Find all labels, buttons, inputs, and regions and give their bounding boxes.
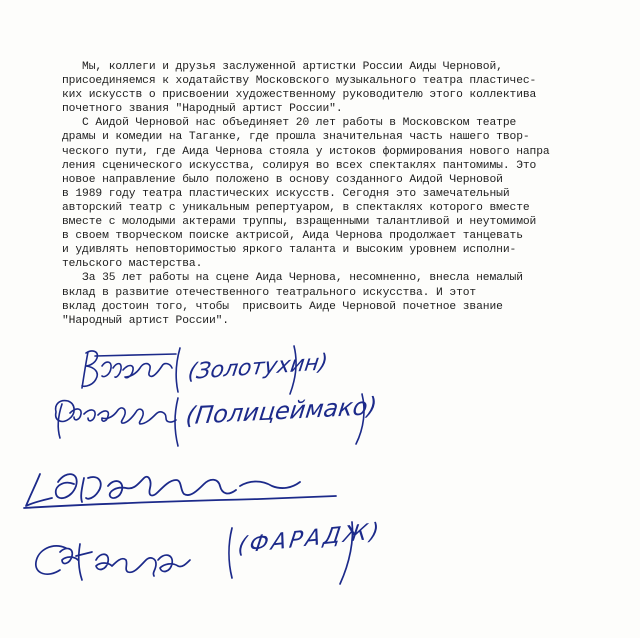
text-line: авторский театр с уникальным репертуаром, в спектаклях которого вместе bbox=[62, 201, 530, 214]
text-line: ких искусств о присвоении художественному руководителю этого коллектива bbox=[62, 89, 537, 102]
signature-1-caption: (Золотухин) bbox=[186, 350, 330, 386]
text-line: вклад достоин того, чтобы присвоить Аиде Черновой почетное звание bbox=[62, 300, 503, 313]
text-line: Мы, коллеги и друзья заслуженной артистки России Аиды Черновой, bbox=[62, 61, 503, 73]
signature-4-caption: (ФАРАДЖ) bbox=[236, 518, 384, 560]
paragraph-3 bbox=[62, 271, 632, 327]
text-line: тельского мастерства. bbox=[62, 258, 203, 271]
text-line: присоединяемся к ходатайству Московского музыкального театра пластичес- bbox=[62, 75, 537, 88]
text-line: драмы и комедии на Таганке, где прошла значительная часть нашего твор- bbox=[62, 131, 530, 144]
text-line: в своем творческом поиске актрисой, Аида Чернова продолжает танцевать bbox=[62, 230, 523, 243]
text-line: С Аидой Черновой нас объединяет 20 лет работы в Московском театре bbox=[62, 117, 517, 130]
text-line: "Народный артист России". bbox=[62, 314, 229, 327]
text-line: в 1989 году театра пластических искусств. Сегодня это замечательный bbox=[62, 187, 510, 200]
signature-3-scribble bbox=[24, 474, 336, 508]
text-line: вклад в развитие отечественного театрального искусства. И этот bbox=[62, 286, 477, 299]
paragraph-2 bbox=[62, 116, 632, 271]
text-line: ческого пути, где Аида Чернова стояла у истоков формирования нового напра bbox=[62, 145, 550, 158]
text-line: и удивлять неповторимостью яркого таланта и высоким уровнем исполни- bbox=[62, 244, 517, 257]
text-line: почетного звания "Народный артист России". bbox=[62, 103, 343, 116]
letter-text bbox=[62, 60, 632, 328]
text-line: вместе с молодыми актерами труппы, взращенными талантливой и неутомимой bbox=[62, 216, 537, 229]
text-line: ления сценического искусства, солируя во всех спектаклях пантомимы. Это bbox=[62, 159, 537, 172]
paragraph-1 bbox=[62, 60, 632, 116]
text-line: За 35 лет работы на сцене Аида Чернова, несомненно, внесла немалый bbox=[62, 272, 523, 285]
signature-2-caption: (Полицеймако) bbox=[184, 391, 379, 431]
text-line: новое направление было положено в основу созданного Аидой Черновой bbox=[62, 173, 503, 186]
